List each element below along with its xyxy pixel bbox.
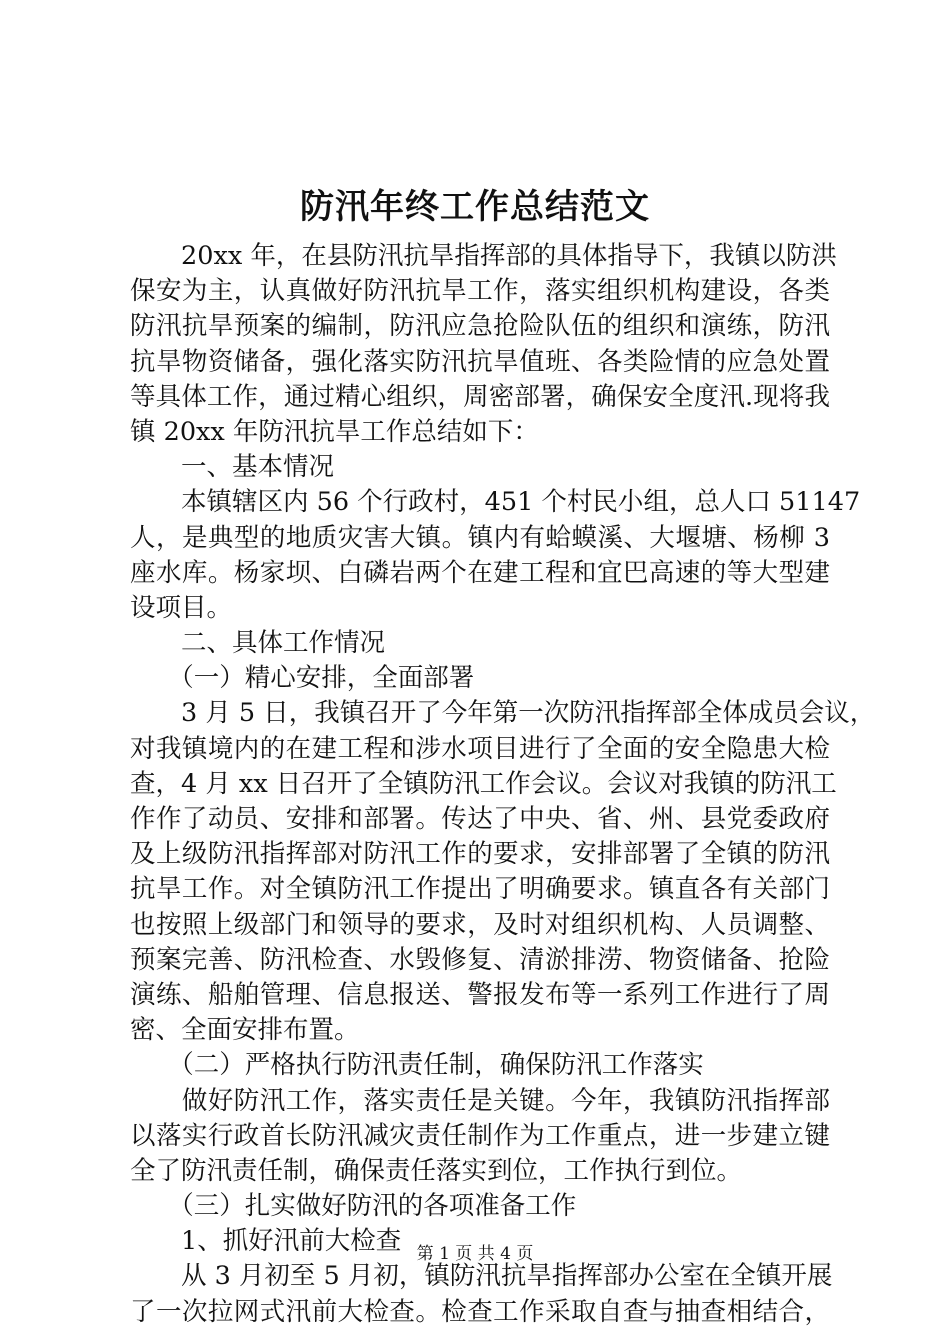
text-line: 从 3 月初至 5 月初，镇防汛抗旱指挥部办公室在全镇开展 (130, 1261, 833, 1292)
document-title: 防汛年终工作总结范文 (300, 187, 650, 227)
text-line: 抗旱物资储备，强化落实防汛抗旱值班、各类险情的应急处置 (130, 346, 830, 377)
text-line: 作作了动员、安排和部署。传达了中央、省、州、县党委政府 (130, 804, 830, 834)
text-line: 设项目。 (130, 592, 233, 623)
text-line: 3 月 5 日，我镇召开了今年第一次防汛指挥部全体成员会议， (130, 698, 876, 729)
text-line: 等具体工作，通过精心组织，周密部署，确保安全度汛.现将我 (130, 381, 830, 412)
text-line: 1、抓好汛前大检查 (130, 1226, 402, 1257)
text-line: 演练、船舶管理、信息报送、警报发布等一系列工作进行了周 (130, 979, 830, 1010)
document-body (130, 239, 876, 1330)
text-line: 及上级防汛指挥部对防汛工作的要求，安排部署了全镇的防汛 (130, 839, 830, 870)
text-line: 以落实行政首长防汛减灾责任制作为工作重点，进一步建立键 (130, 1120, 830, 1151)
text-line: 了一次拉网式汛前大检查。检查工作采取自查与抽查相结合， (130, 1296, 830, 1327)
text-line: （三）扎实做好防汛的各项准备工作 (130, 1191, 577, 1222)
text-line: 二、具体工作情况 (130, 628, 386, 659)
text-line: 对我镇境内的在建工程和涉水项目进行了全面的安全隐患大检 (130, 733, 830, 764)
text-line: 密、全面安排布置。 (130, 1015, 360, 1046)
text-line: 20xx 年，在县防汛抗旱指挥部的具体指导下，我镇以防洪 (130, 241, 837, 271)
text-line: 查，4 月 xx 日召开了全镇防汛工作会议。会议对我镇的防汛工 (130, 768, 837, 799)
text-line: 也按照上级部门和领导的要求，及时对组织机构、人员调整、 (130, 909, 830, 940)
text-line: （一）精心安排，全面部署 (130, 663, 475, 694)
text-line: （二）严格执行防汛责任制，确保防汛工作落实 (130, 1050, 704, 1081)
text-line: 防汛抗旱预案的编制，防汛应急抢险队伍的组织和演练，防汛 (130, 311, 830, 342)
text-line: 人，是典型的地质灾害大镇。镇内有蛤蟆溪、大堰塘、杨柳 3 (130, 522, 830, 553)
text-line: 抗旱工作。对全镇防汛工作提出了明确要求。镇直各有关部门 (130, 874, 830, 905)
text-line: 全了防汛责任制，确保责任落实到位，工作执行到位。 (130, 1155, 743, 1186)
text-line: 本镇辖区内 56 个行政村，451 个村民小组，总人口 51147 (130, 487, 861, 518)
page-footer: 第 1 页 共 4 页 (416, 1244, 534, 1264)
text-line: 保安为主，认真做好防汛抗旱工作，落实组织机构建设，各类 (130, 276, 830, 307)
text-line: 做好防汛工作，落实责任是关键。今年，我镇防汛指挥部 (130, 1085, 830, 1116)
text-line: 座水库。杨家坝、白磷岩两个在建工程和宜巴高速的等大型建 (130, 557, 830, 588)
text-line: 镇 20xx 年防汛抗旱工作总结如下： (130, 416, 539, 447)
text-line: 预案完善、防汛检查、水毁修复、清淤排涝、物资储备、抢险 (130, 944, 830, 975)
text-line: 一、基本情况 (130, 452, 335, 483)
